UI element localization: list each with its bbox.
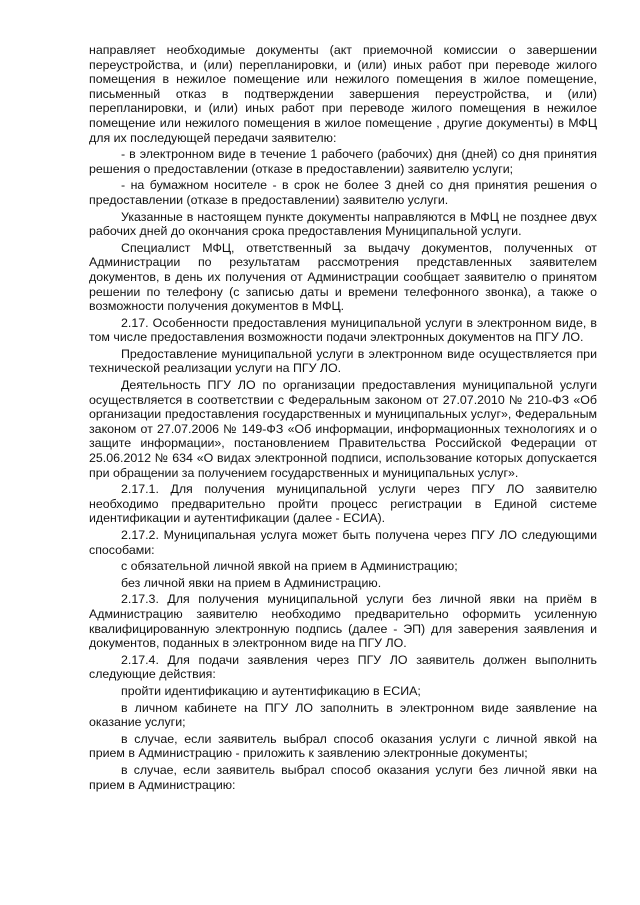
- paragraph-mfc-deadline: Указанные в настоящем пункте документы направляются в МФЦ не позднее двух рабочих дней до окончания срока предоставления Муниципальной услуги.: [89, 209, 597, 239]
- paragraph-electronic-term: - в электронном виде в течение 1 рабочего (рабочих) дня (дней) со дня принятия решения о предоставлении (отказе в предоставлении) заявителю услуги;: [89, 147, 597, 176]
- paragraph-documents-sent: направляет необходимые документы (акт приемочной комиссии о завершении переустройства, и (или) перепланировки, и (или) иных работ при переводе жилого помещения в нежилое помещение или нежилого помещения в жилое помещение, письменный отказ в подтверждении завершения переустройства, и (или) перепланировки, и (или) иных работ при переводе жилого помещения в нежилое помещение или нежилого помещения в жилое помещение , другие документы) в МФЦ для их последующей передачи заявителю:: [89, 43, 597, 145]
- list-item-fill-application: в личном кабинете на ПГУ ЛО заполнить в электронном виде заявление на оказание услуги;: [89, 700, 597, 730]
- list-item-no-visit-option: в случае, если заявитель выбрал способ оказания услуги без личной явки на прием в Администрацию:: [89, 762, 597, 792]
- paragraph-pgu-activity: Деятельность ПГУ ЛО по организации предоставления муниципальной услуги осуществляется в соответствии с Федеральным законом от 27.07.2010 № 210-ФЗ «Об организации предоставления государственных и муниципальных услуг», Федеральным законом от 27.07.2006 № 149-ФЗ «Об информации, информационных технологиях и о защите информации», постановлением Правительства Российской Федерации от 25.06.2012 № 634 «О видах электронной подписи, использование которых допускается при обращении за получением государственных и муниципальных услуг».: [89, 378, 597, 480]
- paragraph-section-2-17-3: 2.17.3. Для получения муниципальной услуги без личной явки на приём в Администрацию заявителю необходимо предварительно оформить усиленную квалифицированную электронную подпись (далее - ЭП) для заверения заявления и документов, поданных в электронном виде на ПГУ ЛО.: [89, 592, 597, 651]
- paragraph-section-2-17: 2.17. Особенности предоставления муниципальной услуги в электронном виде, в том числе предоставления возможности подачи электронных документов на ПГУ ЛО.: [89, 315, 597, 345]
- paragraph-electronic-provision: Предоставление муниципальной услуги в электронном виде осуществляется при технической реализации услуги на ПГУ ЛО.: [89, 346, 597, 376]
- list-item-attach-documents: в случае, если заявитель выбрал способ оказания услуги с личной явкой на прием в Администрацию - приложить к заявлению электронные документы;: [89, 731, 597, 761]
- document-page: [89, 43, 597, 794]
- paragraph-section-2-17-2: 2.17.2. Муниципальная услуга может быть получена через ПГУ ЛО следующими способами:: [89, 528, 597, 557]
- list-item-esia-auth: пройти идентификацию и аутентификацию в ЕСИА;: [121, 683, 421, 698]
- list-item-without-visit: без личной явки на прием в Администрацию.: [121, 575, 382, 590]
- paragraph-paper-term: - на бумажном носителе - в срок не более 3 дней со дня принятия решения о предоставлении (отказе в предоставлении) заявителю услуги.: [89, 178, 597, 207]
- paragraph-section-2-17-1: 2.17.1. Для получения муниципальной услуги через ПГУ ЛО заявителю необходимо предварительно пройти процесс регистрации в Единой системе идентификации и аутентификации (далее - ЕСИА).: [89, 482, 597, 526]
- paragraph-mfc-specialist: Специалист МФЦ, ответственный за выдачу документов, полученных от Администрации по результатам рассмотрения представленных заявителем документов, в день их получения от Администрации сообщает заявителю о принятом решении по телефону (с записью даты и времени телефонного звонка), а также о возможности получения документов в МФЦ.: [89, 240, 597, 314]
- list-item-with-visit: с обязательной личной явкой на прием в Администрацию;: [121, 559, 458, 574]
- paragraph-section-2-17-4: 2.17.4. Для подачи заявления через ПГУ ЛО заявитель должен выполнить следующие действия:: [89, 652, 597, 682]
